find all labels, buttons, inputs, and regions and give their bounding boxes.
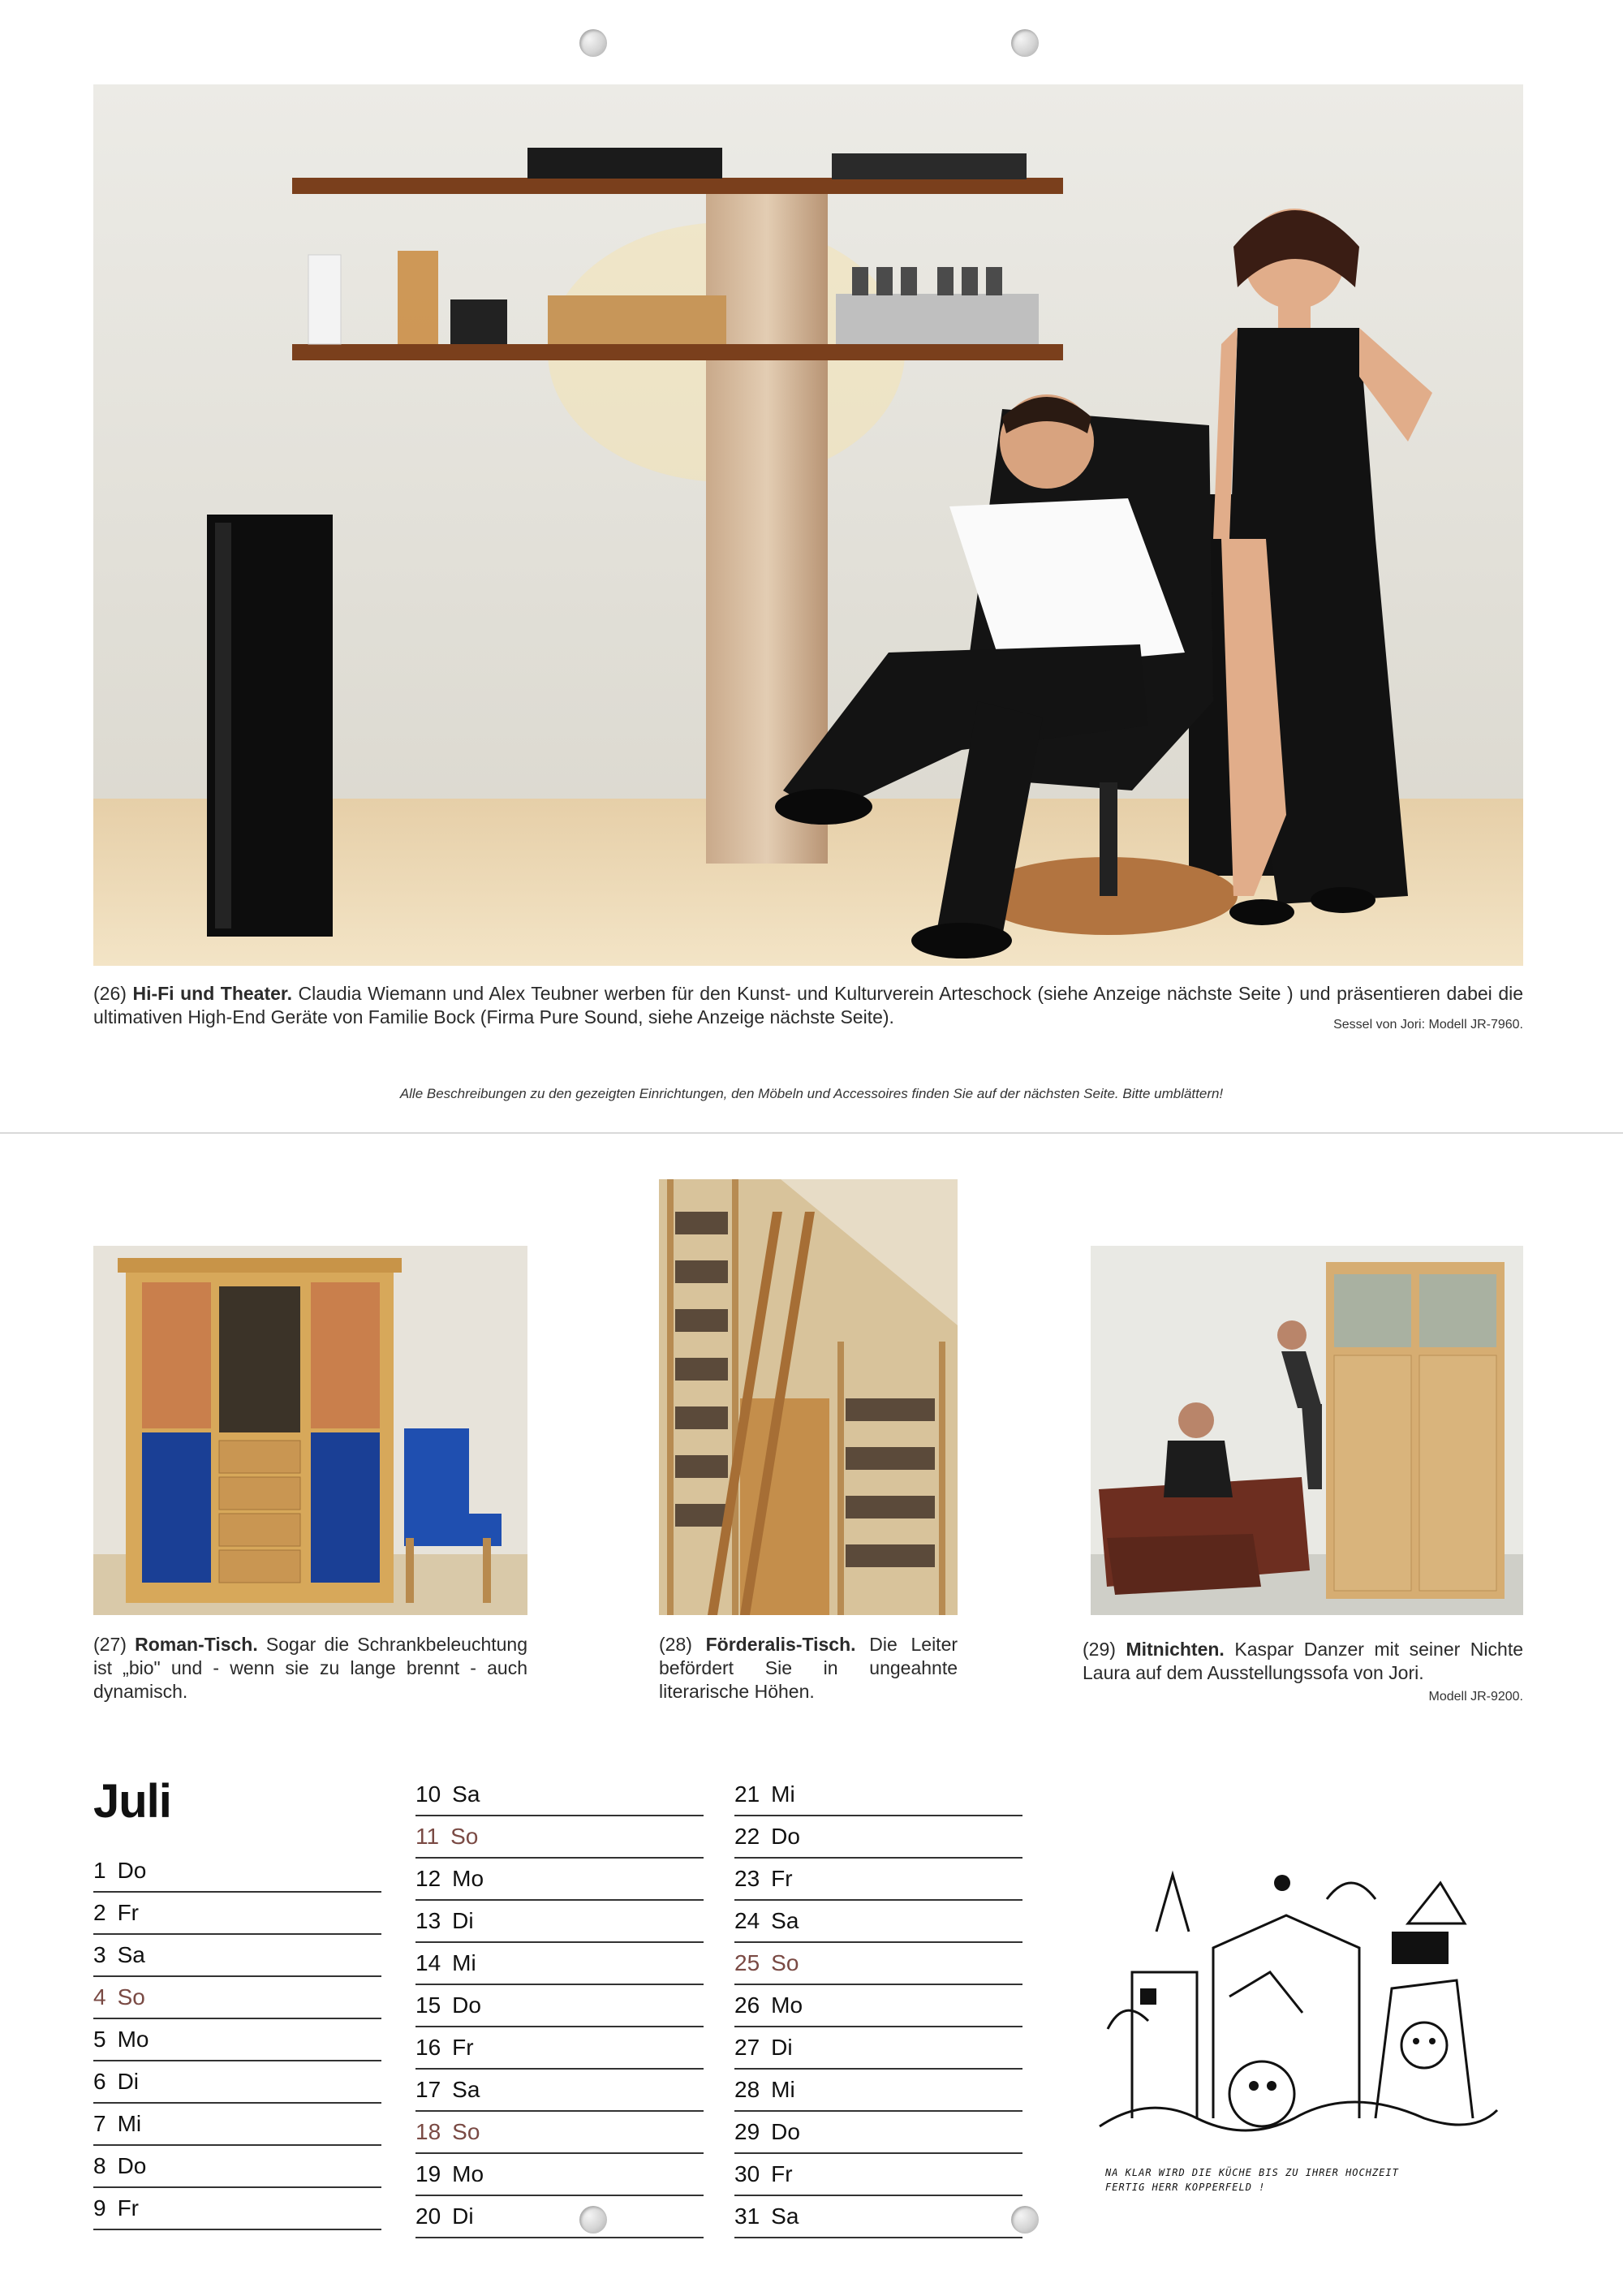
mitnichten-photo — [1091, 1246, 1523, 1615]
weekday: Mo — [117, 2027, 149, 2052]
day-number: 7 — [93, 2111, 106, 2136]
weekday: Fr — [117, 1900, 140, 1925]
day-number: 13 — [415, 1908, 441, 1933]
weekday: Sa — [117, 1942, 145, 1967]
weekday: So — [452, 2119, 480, 2144]
binder-hole-top-right — [1011, 29, 1039, 57]
caption-27: (27) Roman-Tisch. Sogar die Schrankbeleuchtung ist „bio" und - wenn sie zu lange brennt - auch dynamisch. — [93, 1634, 528, 1702]
weekday: Do — [117, 2153, 147, 2178]
day-number: 8 — [93, 2153, 106, 2178]
calendar-day — [415, 1859, 704, 1901]
weekday: So — [771, 1950, 799, 1975]
caption-29-model: Modell JR-9200. — [1428, 1690, 1523, 1704]
weekday: Fr — [452, 2035, 474, 2060]
calendar-day — [415, 1816, 704, 1859]
calendar-column-3 — [734, 1774, 1022, 2238]
calendar-day — [415, 1943, 704, 1985]
weekday: Do — [117, 1858, 147, 1883]
caption-29: (29) Mitnichten. Kaspar Danzer mit seiner Nichte Laura auf dem Ausstellungssofa von Jori. — [1083, 1639, 1523, 1683]
day-number: 27 — [734, 2035, 760, 2060]
calendar-day — [93, 1850, 381, 1893]
day-number: 4 — [93, 1984, 106, 2010]
weekday: Do — [771, 1824, 800, 1849]
weekday: Mo — [452, 1866, 484, 1891]
cartoon-caption-line-1: NA KLAR WIRD DIE KÜCHE BIS ZU IHRER HOCHZEIT — [1105, 2167, 1399, 2178]
caption-26: (26) Hi-Fi und Theater. Claudia Wiemann und Alex Teubner werben für den Kunst- und Kulturverein Arteschock (siehe Anzeige nächste Seite ) und präsentieren dabei die ultimativen High-End Geräte von Familie Bock (Firma Pure Sound, siehe Anzeige nächste Seite). — [93, 983, 1524, 1027]
weekday: Fr — [117, 2195, 140, 2221]
calendar-day — [415, 2196, 704, 2238]
calendar-column-2 — [415, 1774, 704, 2238]
day-number: 9 — [93, 2195, 106, 2221]
day-number: 10 — [415, 1781, 441, 1807]
calendar-day — [734, 2196, 1022, 2238]
calendar-day — [93, 2104, 381, 2146]
calendar-day — [734, 1985, 1022, 2027]
day-number: 11 — [415, 1824, 440, 1849]
calendar-day — [734, 2027, 1022, 2070]
page-note: Alle Beschreibungen zu den gezeigten Einrichtungen, den Möbeln und Accessoires finden Sie auf der nächsten Seite. Bitte umblättern! — [399, 1086, 1224, 1101]
calendar-day — [93, 2061, 381, 2104]
day-number: 22 — [734, 1824, 760, 1849]
calendar-day — [93, 2146, 381, 2188]
calendar-day — [93, 1977, 381, 2019]
caption-28: (28) Förderalis-Tisch. Die Leiter befördert Sie in ungeahnte literarische Höhen. — [659, 1634, 958, 1702]
weekday: Sa — [452, 2077, 480, 2102]
caption-26-model: Sessel von Jori: Modell JR-7960. — [1333, 1018, 1523, 1032]
calendar-day — [415, 1774, 704, 1816]
weekday: So — [450, 1824, 479, 1849]
day-number: 28 — [734, 2077, 760, 2102]
binder-hole-top-left — [579, 29, 607, 57]
day-number: 23 — [734, 1866, 760, 1891]
weekday: Mi — [452, 1950, 476, 1975]
day-number: 17 — [415, 2077, 441, 2102]
day-number: 2 — [93, 1900, 106, 1925]
weekday: Mi — [117, 2111, 142, 2136]
day-number: 6 — [93, 2069, 106, 2094]
calendar-day — [415, 1985, 704, 2027]
weekday: Fr — [771, 1866, 793, 1891]
weekday: Do — [452, 1992, 481, 2018]
day-number: 16 — [415, 2035, 441, 2060]
hifi-theater-photo — [93, 84, 1523, 966]
day-number: 25 — [734, 1950, 760, 1975]
calendar-day — [93, 1893, 381, 1935]
weekday: Di — [452, 1908, 474, 1933]
day-number: 30 — [734, 2161, 760, 2186]
day-number: 31 — [734, 2203, 760, 2229]
day-number: 12 — [415, 1866, 441, 1891]
weekday: So — [117, 1984, 145, 2010]
weekday: Mo — [771, 1992, 803, 2018]
calendar-day — [415, 2112, 704, 2154]
calendar-day — [415, 2027, 704, 2070]
calendar-day — [734, 1901, 1022, 1943]
day-number: 21 — [734, 1781, 760, 1807]
weekday: Sa — [771, 1908, 799, 1933]
calendar-column-1 — [93, 1850, 381, 2230]
calendar-day — [734, 1816, 1022, 1859]
calendar-day — [93, 1935, 381, 1977]
day-number: 29 — [734, 2119, 760, 2144]
weekday: Fr — [771, 2161, 793, 2186]
calendar-day — [734, 1774, 1022, 1816]
calendar-day — [734, 2112, 1022, 2154]
weekday: Mi — [771, 1781, 795, 1807]
calendar-day — [415, 2154, 704, 2196]
weekday: Do — [771, 2119, 800, 2144]
day-number: 24 — [734, 1908, 760, 1933]
fold-line — [0, 1132, 1623, 1134]
day-number: 20 — [415, 2203, 441, 2229]
day-number: 26 — [734, 1992, 760, 2018]
cartoon-illustration — [1083, 1850, 1505, 2167]
calendar-day — [415, 2070, 704, 2112]
weekday: Mo — [452, 2161, 484, 2186]
calendar-day — [734, 2070, 1022, 2112]
calendar-day — [734, 1943, 1022, 1985]
calendar-day — [93, 2188, 381, 2230]
month-title: Juli — [93, 1775, 171, 1828]
weekday: Mi — [771, 2077, 795, 2102]
weekday: Sa — [452, 1781, 480, 1807]
weekday: Sa — [771, 2203, 799, 2229]
cartoon-caption-line-2: FERTIG HERR KOPPERFELD ! — [1105, 2182, 1266, 2193]
day-number: 1 — [93, 1858, 106, 1883]
roman-tisch-photo — [93, 1246, 527, 1615]
calendar-day — [734, 1859, 1022, 1901]
weekday: Di — [452, 2203, 474, 2229]
weekday: Di — [771, 2035, 793, 2060]
calendar-day — [734, 2154, 1022, 2196]
weekday: Di — [117, 2069, 140, 2094]
day-number: 18 — [415, 2119, 441, 2144]
day-number: 19 — [415, 2161, 441, 2186]
day-number: 5 — [93, 2027, 106, 2052]
calendar-day — [415, 1901, 704, 1943]
day-number: 15 — [415, 1992, 441, 2018]
day-number: 14 — [415, 1950, 441, 1975]
day-number: 3 — [93, 1942, 106, 1967]
foerderalis-tisch-photo — [659, 1179, 958, 1615]
calendar-day — [93, 2019, 381, 2061]
